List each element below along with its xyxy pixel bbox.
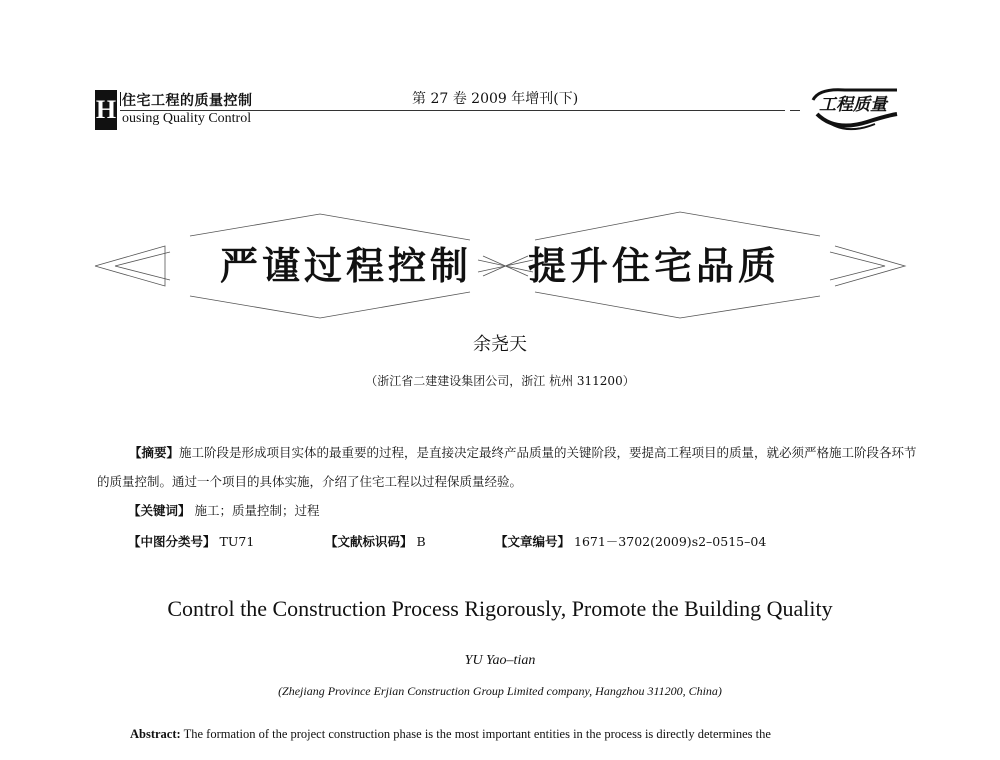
header-rule	[120, 110, 785, 111]
abstract-en-continued-clipped	[97, 752, 919, 760]
classification-label: 【中图分类号】	[128, 534, 216, 549]
article-number-label: 【文章编号】	[495, 534, 571, 549]
logo-text: 工程质量	[819, 95, 887, 115]
author-en: YU Yao–tian	[464, 653, 536, 668]
header-accent-bar	[120, 92, 121, 106]
article-title-cn	[0, 235, 1000, 290]
header-rule-end	[790, 110, 800, 111]
keywords-text: 施工；质量控制；过程	[194, 503, 320, 518]
affiliation-en: (Zhejiang Province Erjian Construction Group Limited company, Hangzhou 311200, China)	[278, 684, 722, 698]
classification	[128, 532, 254, 550]
abstract-cn-text: 施工阶段是形成项目实体的最重要的过程，是直接决定最终产品质量的关键阶段，要提高工程项目的质量，就必须严格施工阶段各环节的质量控制。通过一个项目的具体实施，介绍了住宅工程以过程保质量经验。	[97, 445, 917, 489]
abstract-en-label: Abstract:	[130, 727, 181, 741]
doc-code-value: B	[416, 534, 426, 549]
abstract-cn-label: 【摘要】	[129, 445, 180, 460]
abstract-en	[130, 727, 920, 742]
article-number	[495, 532, 766, 550]
doc-code	[325, 532, 426, 550]
article-number-value: 1671－3702(2009)s2–0515–04	[574, 534, 767, 549]
journal-section-title-cn: 住宅工程的质量控制	[122, 93, 253, 109]
affiliation-cn: （浙江省二建建设集团公司，浙江 杭州 311200）	[365, 374, 635, 388]
title-left: 严谨过程控制	[219, 244, 472, 288]
author-cn: 余尧天	[473, 334, 527, 355]
article-title-en: Control the Construction Process Rigorously, Promote the Building Quality	[167, 596, 833, 621]
classification-value: TU71	[219, 534, 255, 549]
title-right: 提升住宅品质	[528, 244, 781, 288]
journal-initial-badge: H	[95, 90, 117, 130]
abstract-en-text: The formation of the project construction phase is the most important entities in the process is directly determines the	[183, 727, 771, 741]
doc-code-label: 【文献标识码】	[325, 534, 413, 549]
journal-section-title-en: ousing Quality Control	[122, 111, 252, 126]
abstract-cn	[97, 438, 919, 496]
keywords	[128, 501, 320, 519]
journal-logo	[805, 84, 905, 140]
issue-info: 第 27 卷 2009 年增刊(下)	[412, 91, 579, 107]
keywords-label: 【关键词】	[128, 503, 191, 518]
